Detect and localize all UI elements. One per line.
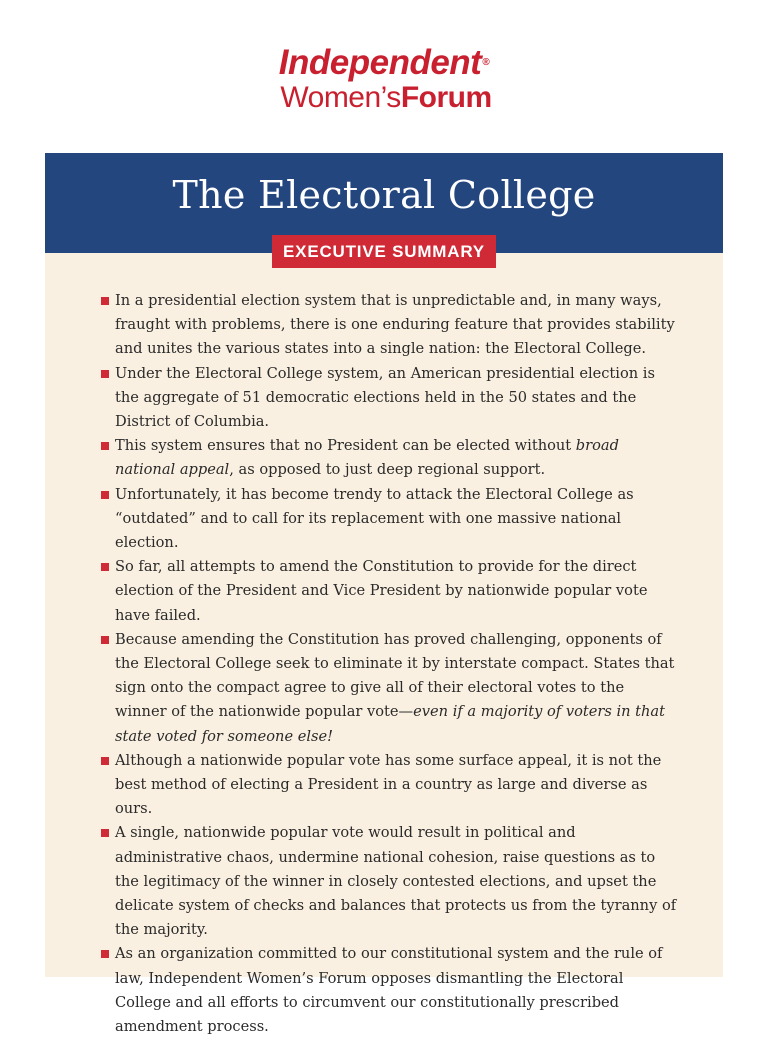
bullet-square-icon: [101, 563, 109, 571]
bullet-square-icon: [101, 491, 109, 499]
bullet-square-icon: [101, 297, 109, 305]
bullet-square-icon: [101, 636, 109, 644]
bullet-item: Because amending the Constitution has proved challenging, opponents of the Electoral College seek to eliminate it by interstate compact. States that sign onto the compact agree to give all of their electoral votes to the winner of the nationwide popular vote—even if a majority of voters in that state voted for someone else!: [100, 628, 680, 749]
bullet-square-icon: [101, 442, 109, 450]
bullet-item: A single, nationwide popular vote would result in political and administrative chaos, undermine national cohesion, raise questions as to the legitimacy of the winner in closely contested elections, and upset the delicate system of checks and balances that protects us from the tyranny of the majority.: [100, 821, 680, 942]
executive-summary-badge: EXECUTIVE SUMMARY: [272, 235, 496, 268]
bullet-square-icon: [101, 950, 109, 958]
bullet-item: Unfortunately, it has become trendy to attack the Electoral College as “outdated” and to call for its replacement with one massive national election.: [100, 483, 680, 556]
summary-bullet-list: [100, 289, 680, 1039]
bullet-item: This system ensures that no President can be elected without broad national appeal, as opposed to just deep regional support.: [100, 434, 680, 482]
registered-mark: ®: [482, 57, 490, 68]
bullet-item: So far, all attempts to amend the Constitution to provide for the direct election of the President and Vice President by nationwide popular vote have failed.: [100, 555, 680, 628]
bullet-item: In a presidential election system that is unpredictable and, in many ways, fraught with problems, there is one enduring feature that provides stability and unites the various states into a single nation: the Electoral College.: [100, 289, 680, 362]
bullet-square-icon: [101, 370, 109, 378]
bullet-item: Under the Electoral College system, an American presidential election is the aggregate of 51 democratic elections held in the 50 states and the District of Columbia.: [100, 362, 680, 435]
bullet-square-icon: [101, 757, 109, 765]
logo: [0, 44, 768, 114]
bullet-item: Although a nationwide popular vote has some surface appeal, it is not the best method of electing a President in a country as large and diverse as ours.: [100, 749, 680, 822]
logo-wordmark-forum: Forum: [400, 81, 492, 114]
page-title: The Electoral College: [172, 173, 596, 217]
logo-wordmark-womens: Women’s: [280, 81, 401, 114]
bullet-item: As an organization committed to our constitutional system and the rule of law, Independent Women’s Forum opposes dismantling the Electoral College and all efforts to circumvent our constitutionally prescribed amendment process.: [100, 942, 680, 1039]
bullet-square-icon: [101, 829, 109, 837]
logo-wordmark-independent: Independent: [278, 43, 482, 82]
